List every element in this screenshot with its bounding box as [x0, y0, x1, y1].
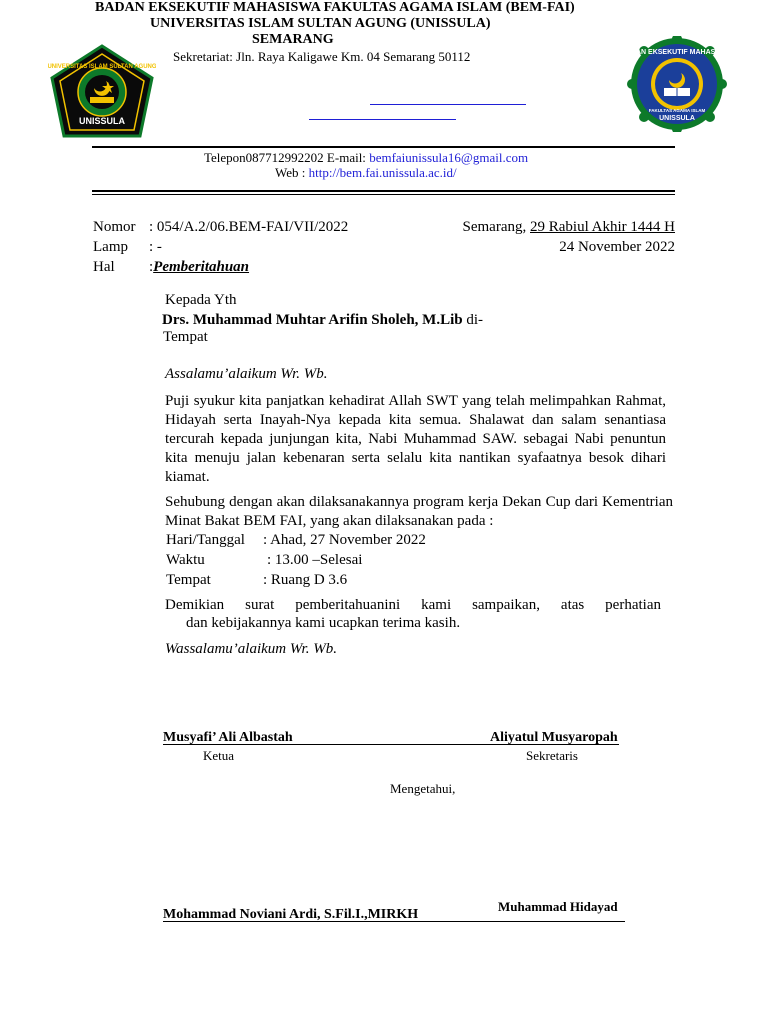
- svg-text:UNISSULA: UNISSULA: [659, 115, 695, 122]
- date-masehi: 24 November 2022: [559, 239, 675, 255]
- web-line: [275, 165, 457, 181]
- svg-text:UNISSULA: UNISSULA: [78, 116, 126, 126]
- svg-text:FAKULTAS AGAMA ISLAM: FAKULTAS AGAMA ISLAM: [648, 108, 706, 113]
- body-paragraph-2: Sehubung dengan akan dilaksanakannya program kerja Dekan Cup dari Kementrian Minat Bakat BEM FAI, yang akan dilaksanakan pada :: [165, 494, 673, 529]
- hal-value: :Pemberitahuan: [149, 259, 250, 275]
- closing-line-2: dan kebijakannya kami ucapkan terima kasih.: [186, 615, 461, 631]
- header-rule-double-1: [92, 190, 675, 192]
- date-hijri: 29 Rabiul Akhir 1444 H: [530, 219, 675, 235]
- org-name-line1: BADAN EKSEKUTIF MAHASISWA FAKULTAS AGAMA ISLAM (BEM-FAI): [95, 0, 575, 15]
- salam-closing: Wassalamu’alaikum Wr. Wb.: [165, 641, 337, 657]
- org-name-line3: SEMARANG: [252, 32, 334, 47]
- hal-label: Hal: [93, 259, 115, 275]
- header-link-underline: [370, 104, 526, 105]
- waktu-label: Waktu: [166, 552, 205, 568]
- recipient-line: [162, 312, 483, 329]
- recipient-greeting: Kepada Yth: [165, 292, 237, 308]
- ketua-name: Musyafi’ Ali Albastah: [163, 730, 293, 745]
- contact-line: [204, 150, 528, 166]
- lamp-value: : -: [149, 239, 162, 255]
- nomor-value: : 054/A.2/06.BEM-FAI/VII/2022: [149, 219, 349, 235]
- recipient-name: Drs. Muhammad Muhtar Arifin Sholeh, M.Lib: [162, 312, 463, 328]
- closing-line-1: Demikian surat pemberitahuanini kami sampaikan, atas perhatian: [165, 597, 661, 613]
- svg-text:UNIVERSITAS ISLAM SULTAN AGUNG: UNIVERSITAS ISLAM SULTAN AGUNG: [48, 64, 156, 70]
- body-paragraph-1: Puji syukur kita panjatkan kehadirat Allah SWT yang telah melimpahkan Rahmat, Hidayah serta Inayah-Nya kepada kita semua. Shalawat dan salam senantiasa tercurah kepada junjungan kita, Nabi Muhammad SAW. sebagai Nabi penuntun kita menuju jalan kebenaran serta selalu kita nantikan syafaatnya besok dihari kiamat.: [165, 393, 666, 485]
- hari-value: : Ahad, 27 November 2022: [263, 532, 426, 548]
- address: Sekretariat: Jln. Raya Kaligawe Km. 04 Semarang 50112: [173, 49, 471, 64]
- ketua-role: Ketua: [203, 748, 235, 763]
- sekretaris-name: Aliyatul Musyaropah: [490, 730, 618, 745]
- recipient-place: Tempat: [163, 329, 208, 345]
- phone-label: Telepon087712992202 E-mail:: [204, 150, 366, 165]
- salam-opening: Assalamu’alaikum Wr. Wb.: [165, 366, 328, 382]
- org-name-line2: UNIVERSITAS ISLAM SULTAN AGUNG (UNISSULA): [150, 16, 491, 31]
- tempat-value: : Ruang D 3.6: [263, 572, 348, 588]
- header-link-underline: [309, 119, 456, 120]
- header-rule-double-2: [92, 194, 675, 195]
- web-label: Web :: [275, 165, 306, 180]
- dekan-name: Mohammad Noviani Ardi, S.Fil.I.,MIRKH: [163, 907, 419, 922]
- nomor-label: Nomor: [93, 219, 136, 235]
- waktu-value: : 13.00 –Selesai: [267, 552, 363, 568]
- email-link[interactable]: bemfaiunissula16@gmail.com: [369, 150, 529, 165]
- lamp-label: Lamp: [93, 239, 128, 255]
- svg-text:BADAN EKSEKUTIF MAHASISWA: BADAN EKSEKUTIF MAHASISWA: [624, 49, 730, 56]
- mengetahui-label: Mengetahui,: [390, 781, 456, 796]
- web-link[interactable]: http://bem.fai.unissula.ac.id/: [308, 165, 457, 180]
- sekretaris-role: Sekretaris: [526, 748, 578, 763]
- recipient-di: di-: [462, 312, 484, 328]
- letter-date-hijri: [463, 219, 675, 236]
- unissula-logo: [48, 44, 156, 140]
- header-rule-top: [92, 146, 675, 148]
- bem-logo: [624, 36, 730, 132]
- tempat-label: Tempat: [166, 572, 211, 588]
- letter-place: Semarang,: [462, 219, 527, 235]
- hari-label: Hari/Tanggal: [166, 532, 245, 548]
- other-signatory-name: Muhammad Hidayad: [498, 899, 618, 914]
